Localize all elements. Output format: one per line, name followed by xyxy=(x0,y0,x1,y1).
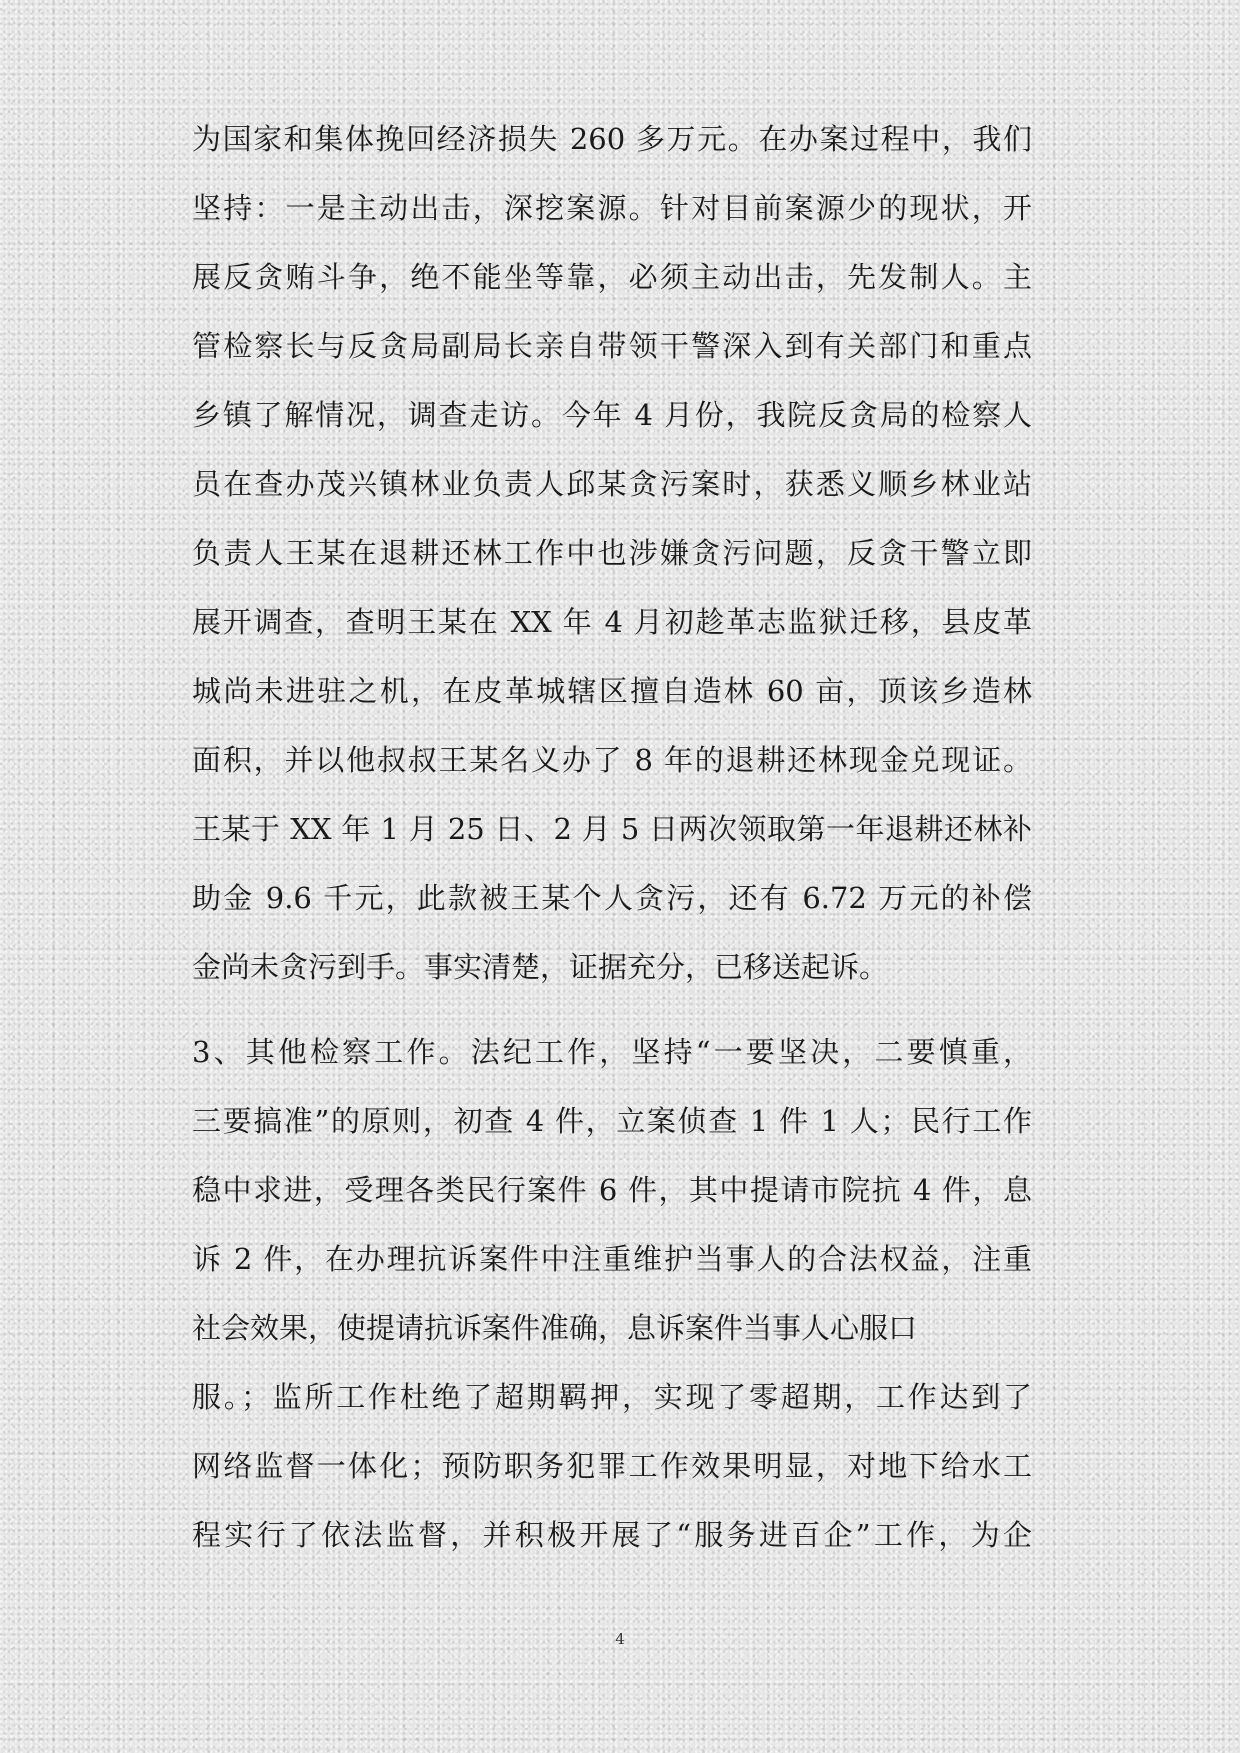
text-line: 网络监督一体化；预防职务犯罪工作效果明显，对地下给水工 xyxy=(192,1449,1032,1483)
text-line: 三要搞准”的原则，初查 4 件，立案侦查 1 件 1 人；民行工作 xyxy=(192,1104,1032,1138)
text-line: 展反贪贿斗争，绝不能坐等靠，必须主动出击，先发制人。主 xyxy=(192,260,1032,294)
text-line: 稳中求进，受理各类民行案件 6 件，其中提请市院抗 4 件，息 xyxy=(192,1173,1032,1207)
text-line: 助金 9.6 千元，此款被王某个人贪污，还有 6.72 万元的补偿 xyxy=(192,881,1032,915)
text-line: 展开调查，查明王某在 XX 年 4 月初趁革志监狱迁移，县皮革 xyxy=(192,605,1032,639)
text-line: 面积，并以他叔叔王某名义办了 8 年的退耕还林现金兑现证。 xyxy=(192,743,1032,777)
body-text xyxy=(192,105,1032,1570)
paragraph-case-details xyxy=(192,105,1032,1002)
text-line: 服。；监所工作杜绝了超期羁押，实现了零超期，工作达到了 xyxy=(192,1380,1032,1414)
page-number: 4 xyxy=(615,1630,625,1648)
text-line: 金尚未贪污到手。事实清楚，证据充分，已移送起诉。 xyxy=(192,950,889,984)
text-line: 负责人王某在退耕还林工作中也涉嫌贪污问题，反贪干警立即 xyxy=(192,536,1032,570)
text-line: 城尚未进驻之机，在皮革城辖区擅自造林 60 亩，顶该乡造林 xyxy=(192,674,1032,708)
text-line: 坚持：一是主动出击，深挖案源。针对目前案源少的现状，开 xyxy=(192,191,1032,225)
text-line: 为国家和集体挽回经济损失 260 多万元。在办案过程中，我们 xyxy=(192,122,1032,156)
text-line: 管检察长与反贪局副局长亲自带领干警深入到有关部门和重点 xyxy=(192,329,1032,363)
text-line: 诉 2 件，在办理抗诉案件中注重维护当事人的合法权益，注重 xyxy=(192,1242,1032,1276)
text-line: 3、其他检察工作。法纪工作，坚持“一要坚决，二要慎重， xyxy=(192,1035,1032,1069)
paragraph-spacer xyxy=(192,1002,1032,1018)
text-line: 员在查办茂兴镇林业负责人邱某贪污案时，获悉义顺乡林业站 xyxy=(192,467,1032,501)
text-line: 乡镇了解情况，调查走访。今年 4 月份，我院反贪局的检察人 xyxy=(192,398,1032,432)
paragraph-other-work xyxy=(192,1018,1032,1570)
text-line: 王某于 XX 年 1 月 25 日、2 月 5 日两次领取第一年退耕还林补 xyxy=(192,812,1032,846)
text-line: 程实行了依法监督，并积极开展了“服务进百企”工作，为企 xyxy=(192,1518,1032,1552)
text-line: 社会效果，使提请抗诉案件准确，息诉案件当事人心服口 xyxy=(192,1311,918,1345)
